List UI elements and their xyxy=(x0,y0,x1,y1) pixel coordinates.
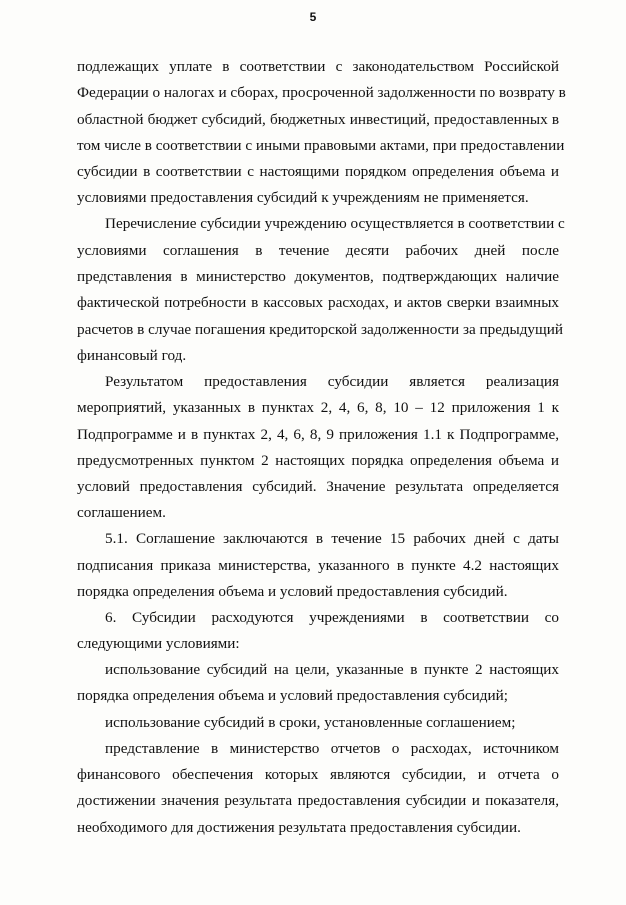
text-line: порядка определения объема и условий предоставления субсидий. xyxy=(77,583,508,600)
text-line: условий предоставления субсидий. Значение результата определяется xyxy=(77,478,559,495)
text-line: необходимого для достижения результата предоставления субсидии. xyxy=(77,819,521,836)
text-line: предусмотренных пунктом 2 настоящих порядка определения объема и xyxy=(77,452,559,469)
text-line: Федерации о налогах и сборах, просроченной задолженности по возврату в xyxy=(77,84,566,101)
text-line: подписания приказа министерства, указанного в пункте 4.2 настоящих xyxy=(77,557,559,574)
text-line: том числе в соответствии с иными правовыми актами, при предоставлении xyxy=(77,137,565,154)
text-line: областной бюджет субсидий, бюджетных инвестиций, предоставленных в xyxy=(77,111,559,128)
text-line: Подпрограмме и в пунктах 2, 4, 6, 8, 9 приложения 1.1 к Подпрограмме, xyxy=(77,426,559,443)
text-line: условиями соглашения в течение десяти рабочих дней после xyxy=(77,242,559,259)
text-line: представления в министерство документов, подтверждающих наличие xyxy=(77,268,559,285)
text-line: финансовый год. xyxy=(77,347,187,364)
text-line: мероприятий, указанных в пунктах 2, 4, 6, 8, 10 – 12 приложения 1 к xyxy=(77,399,559,416)
text-line: субсидии в соответствии с настоящими порядком определения объема и xyxy=(77,163,559,180)
text-line: 5.1. Соглашение заключаются в течение 15 рабочих дней с даты xyxy=(105,530,559,547)
text-line: условиями предоставления субсидий к учреждениям не применяется. xyxy=(77,189,529,206)
text-line: достижении значения результата предоставления субсидии и показателя, xyxy=(77,792,559,809)
text-line: Результатом предоставления субсидии является реализация xyxy=(105,373,559,390)
text-line: представление в министерство отчетов о расходах, источником xyxy=(105,740,559,757)
text-line: фактической потребности в кассовых расходах, и актов сверки взаимных xyxy=(77,294,559,311)
text-line: финансового обеспечения которых являются субсидии, и отчета о xyxy=(77,766,559,783)
text-line: использование субсидий на цели, указанные в пункте 2 настоящих xyxy=(105,661,559,678)
page-number: 5 xyxy=(309,10,317,24)
text-line: расчетов в случае погашения кредиторской задолженности за предыдущий xyxy=(77,321,563,338)
text-line: использование субсидий в сроки, установленные соглашением; xyxy=(105,714,516,731)
text-line: следующими условиями: xyxy=(77,635,240,652)
text-line: 6. Субсидии расходуются учреждениями в соответствии со xyxy=(105,609,559,626)
text-line: порядка определения объема и условий предоставления субсидий; xyxy=(77,687,508,704)
text-line: соглашением. xyxy=(77,504,166,521)
text-line: подлежащих уплате в соответствии с законодательством Российской xyxy=(77,58,559,75)
text-line: Перечисление субсидии учреждению осуществляется в соответствии с xyxy=(105,215,565,232)
